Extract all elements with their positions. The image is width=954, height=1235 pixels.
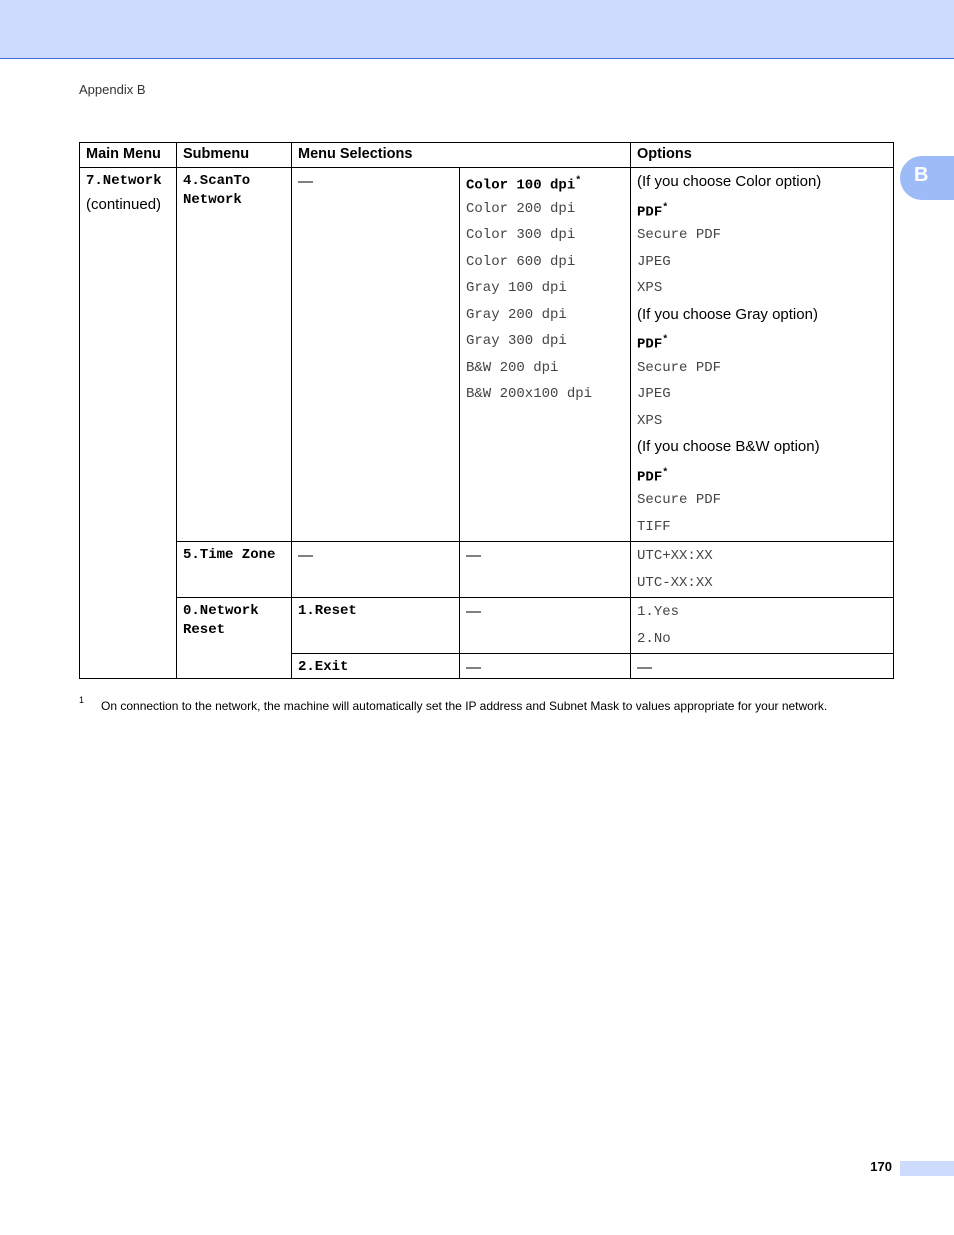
- submenu-scanto-line2: Network: [183, 192, 242, 208]
- file-type-option: [637, 382, 887, 409]
- resolution-option: [466, 329, 624, 356]
- page-number: 170: [870, 1159, 892, 1174]
- file-type-option: [637, 356, 887, 383]
- header-options: Options: [631, 143, 894, 168]
- header-main-menu: Main Menu: [80, 143, 177, 168]
- table-row-timezone: [80, 542, 894, 598]
- submenu-network-reset-line1: 0.Network: [183, 603, 259, 619]
- file-type-list: [637, 170, 887, 541]
- option-label: (If you choose Gray option): [637, 305, 818, 323]
- option-label: PDF: [637, 469, 663, 486]
- table-row-scanto: [80, 168, 894, 542]
- chapter-tab: [900, 156, 954, 200]
- option-note: [637, 303, 887, 330]
- selection-reset-label: 1.Reset: [298, 603, 357, 619]
- file-type-option: [637, 197, 887, 224]
- option-label: TIFF: [637, 518, 671, 535]
- dash: —: [637, 659, 653, 676]
- menu-table: [79, 142, 894, 679]
- table-header-row: [80, 143, 894, 168]
- submenu-network-reset-line2: Reset: [183, 622, 226, 638]
- option-note: [637, 170, 887, 197]
- footnote-text: On connection to the network, the machine will automatically set the IP address and Subnet Mask to values appropriate for your network.: [101, 699, 828, 713]
- submenu-scanto-line1: 4.ScanTo: [183, 173, 251, 189]
- resolution-option: [466, 197, 624, 224]
- footnote-marker: 1: [79, 695, 85, 705]
- selection-reset-level2: [460, 598, 631, 654]
- default-marker: *: [662, 467, 669, 479]
- option-no: 2.No: [637, 630, 671, 647]
- file-type-option: [637, 250, 887, 277]
- resolution-option-label: B&W 200x100 dpi: [466, 386, 593, 402]
- resolution-option-label: Color 600 dpi: [466, 253, 576, 270]
- file-type-option: [637, 223, 887, 250]
- option-label: XPS: [637, 412, 663, 429]
- options-exit: [631, 654, 894, 679]
- option-label: JPEG: [637, 386, 671, 402]
- resolution-option: [466, 223, 624, 250]
- resolution-option-label: Color 300 dpi: [466, 227, 576, 243]
- selection-timezone-level2: [460, 542, 631, 598]
- main-menu-item: 7.Network: [86, 173, 162, 189]
- resolution-option-label: Gray 200 dpi: [466, 306, 567, 323]
- table-row-network-reset: [80, 598, 894, 654]
- submenu-scanto: [177, 168, 292, 542]
- default-marker: *: [662, 335, 669, 346]
- main-menu-note: (continued): [86, 196, 162, 213]
- option-label: JPEG: [637, 253, 671, 270]
- resolution-option-label: Color 100 dpi: [466, 177, 576, 194]
- resolution-option: [466, 276, 624, 303]
- selection-timezone-level1: [292, 542, 460, 598]
- section-label: Appendix B: [79, 82, 146, 97]
- option-label: (If you choose B&W option): [637, 438, 820, 455]
- file-type-option: [637, 462, 887, 489]
- default-marker: *: [662, 202, 669, 214]
- header-menu-selections: Menu Selections: [292, 143, 631, 168]
- dash: —: [298, 173, 313, 190]
- options-scanto: [631, 168, 894, 542]
- resolution-option: [466, 303, 624, 330]
- selection-reset: [292, 598, 460, 654]
- selection-exit-level2: [460, 654, 631, 679]
- header-submenu: Submenu: [177, 143, 292, 168]
- dash: —: [466, 603, 481, 620]
- header-band: [0, 0, 954, 59]
- dash: —: [466, 659, 481, 676]
- chapter-letter: B: [914, 164, 929, 186]
- submenu-network-reset: [177, 598, 292, 679]
- page-number-bar: [900, 1161, 954, 1176]
- file-type-option: [637, 329, 887, 356]
- resolution-option: [466, 382, 624, 409]
- file-type-option: [637, 276, 887, 303]
- selection-exit-label: 2.Exit: [298, 659, 349, 675]
- selection-scanto-level1: [292, 168, 460, 542]
- option-label: Secure PDF: [637, 492, 722, 508]
- default-marker: *: [575, 176, 582, 187]
- selection-exit: [292, 654, 460, 679]
- resolution-option: [466, 356, 624, 383]
- dash: —: [298, 547, 313, 564]
- selection-scanto-resolutions: [460, 168, 631, 542]
- resolution-option-label: Gray 300 dpi: [466, 333, 567, 349]
- dash: —: [466, 547, 481, 564]
- file-type-option: [637, 515, 887, 542]
- resolution-option-label: Color 200 dpi: [466, 200, 576, 217]
- option-utc-minus: UTC-XX:XX: [637, 574, 713, 591]
- resolution-option: [466, 170, 624, 197]
- option-label: Secure PDF: [637, 227, 722, 243]
- option-label: PDF: [637, 336, 663, 353]
- option-yes: 1.Yes: [637, 604, 680, 620]
- file-type-option: [637, 488, 887, 515]
- file-type-option: [637, 409, 887, 436]
- options-reset: [631, 598, 894, 654]
- options-timezone: [631, 542, 894, 598]
- submenu-timezone-label: 5.Time Zone: [183, 547, 276, 563]
- option-note: [637, 435, 887, 462]
- resolution-option-label: B&W 200 dpi: [466, 359, 559, 376]
- option-label: Secure PDF: [637, 359, 722, 376]
- option-utc-plus: UTC+XX:XX: [637, 548, 713, 564]
- resolution-option: [466, 250, 624, 277]
- submenu-timezone: [177, 542, 292, 598]
- main-menu-cell: [80, 168, 177, 679]
- option-label: XPS: [637, 280, 663, 296]
- resolution-list: [466, 170, 624, 409]
- option-label: PDF: [637, 204, 663, 221]
- resolution-option-label: Gray 100 dpi: [466, 280, 567, 296]
- option-label: (If you choose Color option): [637, 173, 822, 190]
